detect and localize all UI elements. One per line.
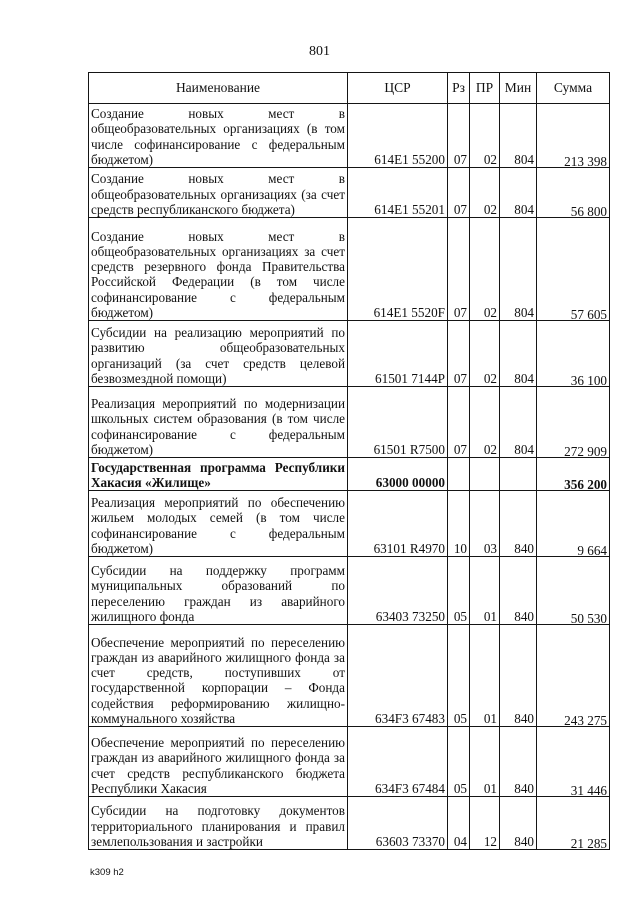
row-pr: 01 (470, 557, 500, 625)
column-header-pr: ПР (470, 73, 500, 104)
row-csr: 63403 73250 (348, 557, 448, 625)
row-pr: 12 (470, 797, 500, 850)
row-csr: 63101 R4970 (348, 491, 448, 557)
row-rz: 10 (448, 491, 470, 557)
table-row (89, 491, 610, 557)
row-min: 804 (500, 168, 537, 218)
row-rz (448, 458, 470, 491)
row-sum: 9 664 (537, 493, 610, 559)
table-row (89, 557, 610, 625)
row-pr: 01 (470, 727, 500, 797)
column-header-name: Наименование (89, 73, 348, 104)
row-rz: 07 (448, 218, 470, 321)
row-sum: 243 275 (537, 627, 610, 729)
row-pr: 01 (470, 625, 500, 727)
row-pr: 03 (470, 491, 500, 557)
row-rz: 07 (448, 104, 470, 168)
row-min: 804 (500, 218, 537, 321)
page-number: 801 (309, 44, 330, 59)
column-header-rz: Рз (448, 73, 470, 104)
row-pr (470, 458, 500, 491)
table-row (89, 168, 610, 218)
row-csr: 614E1 55201 (348, 168, 448, 218)
row-sum: 21 285 (537, 799, 610, 852)
table-row (89, 625, 610, 727)
budget-table (88, 72, 610, 850)
row-pr: 02 (470, 387, 500, 458)
row-pr: 02 (470, 104, 500, 168)
row-min (500, 458, 537, 491)
footer-code: k309 h2 (90, 867, 124, 878)
row-sum: 31 446 (537, 729, 610, 799)
row-rz: 07 (448, 387, 470, 458)
row-sum: 356 200 (537, 460, 610, 493)
row-csr: 63603 73370 (348, 797, 448, 850)
row-rz: 05 (448, 557, 470, 625)
row-sum: 57 605 (537, 220, 610, 323)
table-header-row (89, 73, 610, 104)
row-rz: 04 (448, 797, 470, 850)
row-name: Реализация мероприятий по обеспечению жильем молодых семей (в том числе софинансирование с федеральным бюджетом) (89, 491, 348, 557)
row-csr: 634F3 67483 (348, 625, 448, 727)
column-header-csr: ЦСР (348, 73, 448, 104)
row-rz: 07 (448, 321, 470, 387)
row-rz: 05 (448, 625, 470, 727)
row-name: Обеспечение мероприятий по переселению граждан из аварийного жилищного фонда за счет средств, поступивших от государственной корпорации – Фонда содействия реформированию жилищно-коммунального хозяйства (89, 625, 348, 727)
row-sum: 36 100 (537, 323, 610, 389)
table-row-program (89, 458, 610, 491)
row-sum: 56 800 (537, 170, 610, 220)
table-row (89, 218, 610, 321)
row-name: Субсидии на поддержку программ муниципальных образований по переселению граждан из аварийного жилищного фонда (89, 557, 348, 625)
row-min: 840 (500, 625, 537, 727)
row-min: 804 (500, 387, 537, 458)
table-row (89, 321, 610, 387)
table-row (89, 797, 610, 850)
row-rz: 05 (448, 727, 470, 797)
row-name: Создание новых мест в общеобразовательных организациях за счет средств резервного фонда Правительства Российской Федерации (в том числе софинансирование с федеральным бюджетом) (89, 218, 348, 321)
row-csr: 63000 00000 (348, 458, 448, 491)
row-pr: 02 (470, 321, 500, 387)
row-name: Реализация мероприятий по модернизации школьных систем образования (в том числе софинансирование с федеральным бюджетом) (89, 387, 348, 458)
table-row (89, 387, 610, 458)
row-min: 840 (500, 557, 537, 625)
row-pr: 02 (470, 168, 500, 218)
row-csr: 614E1 5520F (348, 218, 448, 321)
row-min: 804 (500, 104, 537, 168)
row-name: Государственная программа Республики Хакасия «Жилище» (89, 458, 348, 491)
column-header-sum: Сумма (537, 73, 610, 104)
row-min: 840 (500, 491, 537, 557)
row-csr: 634F3 67484 (348, 727, 448, 797)
table-row (89, 104, 610, 168)
row-name: Создание новых мест в общеобразовательных организациях (в том числе софинансирование с федеральным бюджетом) (89, 104, 348, 168)
column-header-min: Мин (500, 73, 537, 104)
row-name: Субсидии на реализацию мероприятий по развитию общеобразовательных организаций (за счет средств целевой безвозмездной помощи) (89, 321, 348, 387)
row-min: 840 (500, 727, 537, 797)
row-csr: 61501 R7500 (348, 387, 448, 458)
row-min: 840 (500, 797, 537, 850)
row-sum: 50 530 (537, 559, 610, 627)
row-name: Создание новых мест в общеобразовательных организациях (за счет средств республиканского бюджета) (89, 168, 348, 218)
row-sum: 272 909 (537, 389, 610, 460)
row-name: Субсидии на подготовку документов территориального планирования и правил землепользования и застройки (89, 797, 348, 850)
row-min: 804 (500, 321, 537, 387)
row-csr: 614E1 55200 (348, 104, 448, 168)
row-pr: 02 (470, 218, 500, 321)
row-rz: 07 (448, 168, 470, 218)
row-sum: 213 398 (537, 106, 610, 170)
row-csr: 61501 7144P (348, 321, 448, 387)
row-name: Обеспечение мероприятий по переселению граждан из аварийного жилищного фонда за счет средств республиканского бюджета Республики Хакасия (89, 727, 348, 797)
table-row (89, 727, 610, 797)
